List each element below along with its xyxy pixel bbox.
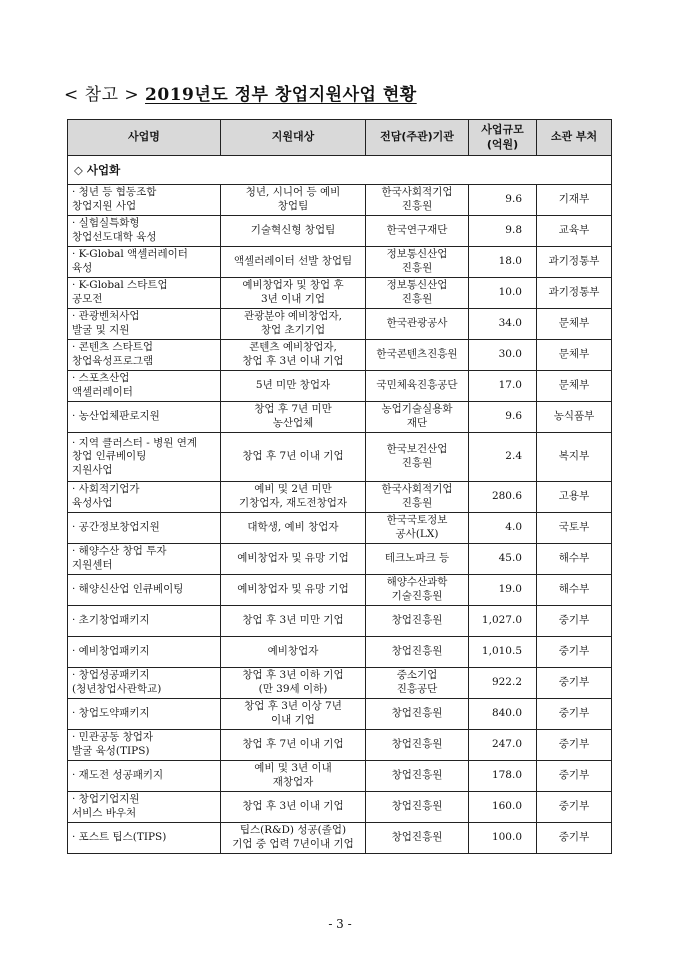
budget-cell: 4.0 [469, 513, 537, 544]
agency-cell: 창업진흥원 [366, 699, 469, 730]
table-row [68, 247, 612, 278]
agency-cell: 창업진흥원 [366, 606, 469, 637]
table-row [68, 340, 612, 371]
program-name-cell: · 창업도약패키지 [68, 699, 221, 730]
program-name-cell: · 공간정보창업지원 [68, 513, 221, 544]
ministry-cell: 농식품부 [537, 402, 612, 433]
budget-cell: 9.6 [469, 185, 537, 216]
page-number: - 3 - [328, 917, 352, 931]
header-budget: 사업규모 (억원) [469, 120, 537, 156]
budget-cell: 30.0 [469, 340, 537, 371]
ministry-cell: 기재부 [537, 185, 612, 216]
agency-cell: 한국관광공사 [366, 309, 469, 340]
table-row [68, 513, 612, 544]
program-name-cell: · 재도전 성공패키지 [68, 761, 221, 792]
table-row [68, 668, 612, 699]
ministry-cell: 국토부 [537, 513, 612, 544]
ministry-cell: 해수부 [537, 575, 612, 606]
target-cell: 창업 후 7년 이내 기업 [221, 730, 366, 761]
agency-cell: 정보통신산업 진흥원 [366, 278, 469, 309]
target-cell: 창업 후 3년 이하 기업 (만 39세 이하) [221, 668, 366, 699]
table-row [68, 637, 612, 668]
budget-cell: 2.4 [469, 433, 537, 482]
section-row [68, 156, 612, 185]
table-row [68, 792, 612, 823]
ministry-cell: 문체부 [537, 371, 612, 402]
ministry-cell: 과기정통부 [537, 278, 612, 309]
table-row [68, 482, 612, 513]
table-row [68, 544, 612, 575]
program-name-cell: · K-Global 액셀러레이터 육성 [68, 247, 221, 278]
ministry-cell: 중기부 [537, 637, 612, 668]
budget-cell: 45.0 [469, 544, 537, 575]
ministry-cell: 해수부 [537, 544, 612, 575]
table-row [68, 823, 612, 854]
ministry-cell: 교육부 [537, 216, 612, 247]
target-cell: 액셀러레이터 선발 창업팀 [221, 247, 366, 278]
title-prefix: < 참고 > [64, 85, 140, 105]
ministry-cell: 중기부 [537, 792, 612, 823]
target-cell: 창업 후 7년 이내 기업 [221, 433, 366, 482]
ministry-cell: 고용부 [537, 482, 612, 513]
ministry-cell: 중기부 [537, 761, 612, 792]
table-row [68, 730, 612, 761]
program-name-cell: · K-Global 스타트업 공모전 [68, 278, 221, 309]
startup-support-table [67, 119, 612, 854]
target-cell: 창업 후 3년 미만 기업 [221, 606, 366, 637]
program-name-cell: · 지역 클러스터 - 병원 연계 창업 인큐베이팅 지원사업 [68, 433, 221, 482]
target-cell: 창업 후 3년 이상 7년 이내 기업 [221, 699, 366, 730]
ministry-cell: 문체부 [537, 309, 612, 340]
ministry-cell: 중기부 [537, 699, 612, 730]
budget-cell: 178.0 [469, 761, 537, 792]
agency-cell: 창업진흥원 [366, 637, 469, 668]
table-row [68, 433, 612, 482]
agency-cell: 한국사회적기업 진흥원 [366, 185, 469, 216]
program-name-cell: · 스포츠산업 액셀러레이터 [68, 371, 221, 402]
page-title [64, 80, 417, 105]
budget-cell: 1,027.0 [469, 606, 537, 637]
target-cell: 기술혁신형 창업팀 [221, 216, 366, 247]
agency-cell: 창업진흥원 [366, 792, 469, 823]
program-name-cell: · 농산업체판로지원 [68, 402, 221, 433]
budget-cell: 10.0 [469, 278, 537, 309]
program-name-cell: · 포스트 팁스(TIPS) [68, 823, 221, 854]
table-row [68, 402, 612, 433]
program-name-cell: · 해양수산 창업 투자 지원센터 [68, 544, 221, 575]
target-cell: 예비창업자 [221, 637, 366, 668]
target-cell: 콘텐츠 예비창업자, 창업 후 3년 이내 기업 [221, 340, 366, 371]
ministry-cell: 중기부 [537, 823, 612, 854]
header-agency: 전담(주관)기관 [366, 120, 469, 156]
ministry-cell: 복지부 [537, 433, 612, 482]
header-program-name: 사업명 [68, 120, 221, 156]
agency-cell: 국민체육진흥공단 [366, 371, 469, 402]
agency-cell: 한국연구재단 [366, 216, 469, 247]
ministry-cell: 중기부 [537, 668, 612, 699]
target-cell: 예비 및 2년 미만 기창업자, 재도전창업자 [221, 482, 366, 513]
program-name-cell: · 민관공동 창업자 발굴 육성(TIPS) [68, 730, 221, 761]
agency-cell: 정보통신산업 진흥원 [366, 247, 469, 278]
program-name-cell: · 창업기업지원 서비스 바우처 [68, 792, 221, 823]
table-row [68, 309, 612, 340]
target-cell: 예비 및 3년 이내 재창업자 [221, 761, 366, 792]
table-row [68, 761, 612, 792]
agency-cell: 한국국토정보 공사(LX) [366, 513, 469, 544]
target-cell: 대학생, 예비 창업자 [221, 513, 366, 544]
table-row [68, 216, 612, 247]
target-cell: 관광분야 예비창업자, 창업 초기기업 [221, 309, 366, 340]
budget-cell: 840.0 [469, 699, 537, 730]
agency-cell: 한국사회적기업 진흥원 [366, 482, 469, 513]
ministry-cell: 과기정통부 [537, 247, 612, 278]
budget-cell: 160.0 [469, 792, 537, 823]
program-name-cell: · 관광벤처사업 발굴 및 지원 [68, 309, 221, 340]
table-row [68, 185, 612, 216]
section-label: ◇ 사업화 [68, 156, 612, 185]
target-cell: 예비창업자 및 유망 기업 [221, 544, 366, 575]
program-name-cell: · 초기창업패키지 [68, 606, 221, 637]
budget-cell: 247.0 [469, 730, 537, 761]
ministry-cell: 문체부 [537, 340, 612, 371]
program-name-cell: · 예비창업패키지 [68, 637, 221, 668]
program-name-cell: · 해양신산업 인큐베이팅 [68, 575, 221, 606]
agency-cell: 농업기술실용화 재단 [366, 402, 469, 433]
target-cell: 청년, 시니어 등 예비 창업팀 [221, 185, 366, 216]
ministry-cell: 중기부 [537, 606, 612, 637]
agency-cell: 한국보건산업 진흥원 [366, 433, 469, 482]
program-name-cell: · 창업성공패키지 (청년창업사관학교) [68, 668, 221, 699]
budget-cell: 9.8 [469, 216, 537, 247]
table-row [68, 278, 612, 309]
table-row [68, 371, 612, 402]
budget-cell: 18.0 [469, 247, 537, 278]
table-row [68, 575, 612, 606]
budget-cell: 280.6 [469, 482, 537, 513]
agency-cell: 창업진흥원 [366, 730, 469, 761]
program-name-cell: · 청년 등 협동조합 창업지원 사업 [68, 185, 221, 216]
target-cell: 창업 후 7년 미만 농산업체 [221, 402, 366, 433]
target-cell: 예비창업자 및 유망 기업 [221, 575, 366, 606]
budget-cell: 34.0 [469, 309, 537, 340]
budget-cell: 9.6 [469, 402, 537, 433]
target-cell: 창업 후 3년 이내 기업 [221, 792, 366, 823]
program-name-cell: · 실험실특화형 창업선도대학 육성 [68, 216, 221, 247]
target-cell: 팁스(R&D) 성공(졸업) 기업 중 업력 7년이내 기업 [221, 823, 366, 854]
agency-cell: 중소기업 진흥공단 [366, 668, 469, 699]
table-row [68, 699, 612, 730]
table-header-row [68, 120, 612, 156]
agency-cell: 창업진흥원 [366, 761, 469, 792]
agency-cell: 테크노파크 등 [366, 544, 469, 575]
header-ministry: 소관 부처 [537, 120, 612, 156]
budget-cell: 922.2 [469, 668, 537, 699]
header-target: 지원대상 [221, 120, 366, 156]
program-name-cell: · 콘텐츠 스타트업 창업육성프로그램 [68, 340, 221, 371]
ministry-cell: 중기부 [537, 730, 612, 761]
agency-cell: 한국콘텐츠진흥원 [366, 340, 469, 371]
budget-cell: 1,010.5 [469, 637, 537, 668]
target-cell: 예비창업자 및 창업 후 3년 이내 기업 [221, 278, 366, 309]
budget-cell: 100.0 [469, 823, 537, 854]
budget-cell: 19.0 [469, 575, 537, 606]
target-cell: 5년 미만 창업자 [221, 371, 366, 402]
program-name-cell: · 사회적기업가 육성사업 [68, 482, 221, 513]
table-row [68, 606, 612, 637]
budget-cell: 17.0 [469, 371, 537, 402]
agency-cell: 해양수산과학 기술진흥원 [366, 575, 469, 606]
agency-cell: 창업진흥원 [366, 823, 469, 854]
title-main: 2019년도 정부 창업지원사업 현황 [145, 85, 417, 105]
